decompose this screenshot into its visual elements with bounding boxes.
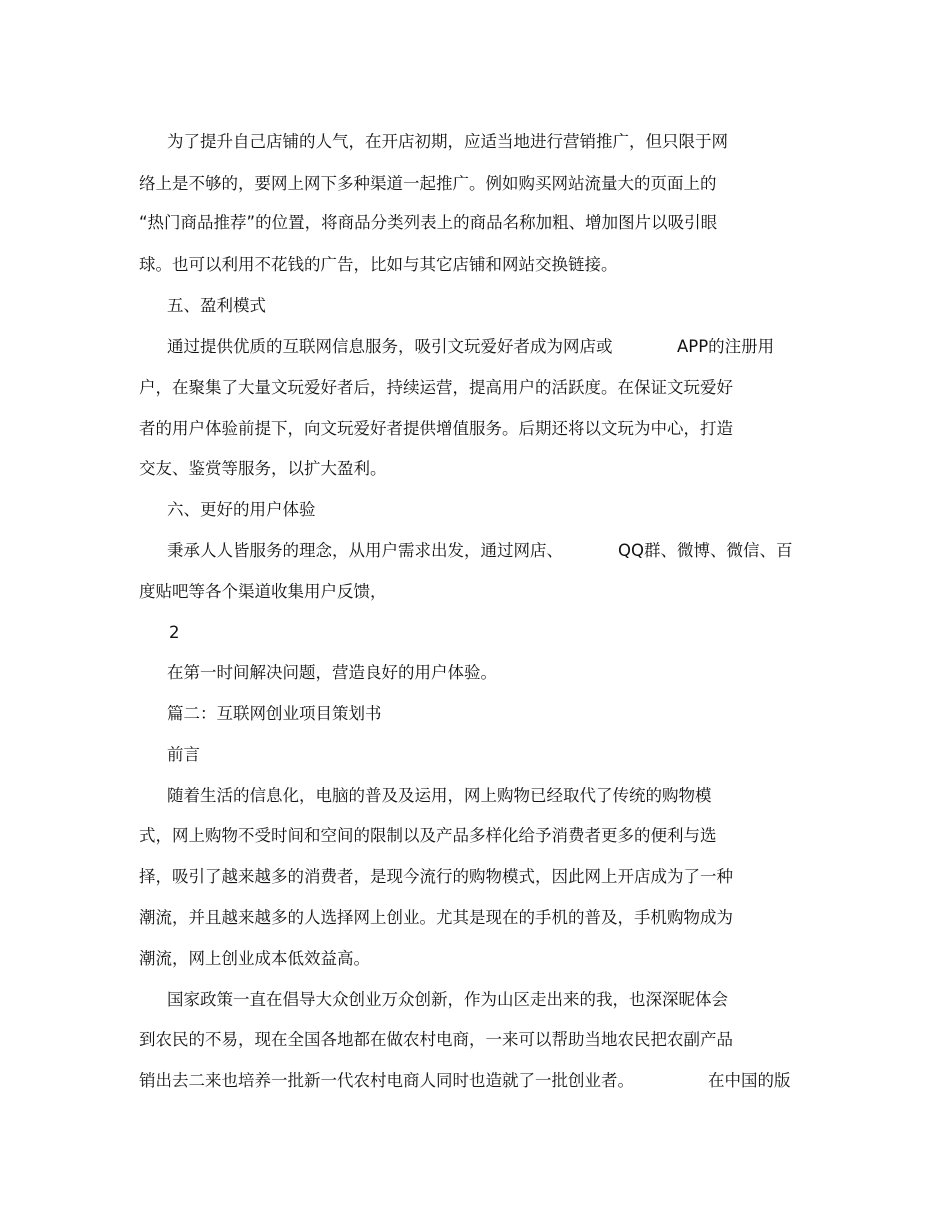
text-segment: 秉承人人皆服务的理念，从用户需求出发，通过网店、 — [167, 541, 563, 560]
section-heading — [0, 498, 950, 522]
text-segment: 五、盈利模式 — [167, 296, 266, 315]
body-line — [0, 130, 950, 154]
body-line — [0, 988, 950, 1012]
body-line — [0, 539, 950, 563]
text-segment: 度贴吧等各个渠道收集用户反馈， — [139, 582, 387, 601]
text-segment: 到农民的不易，现在全国各地都在做农村电商，一来可以帮助当地农民把农副产品 — [139, 1030, 733, 1049]
text-segment: 2 — [169, 623, 180, 642]
text-segment: 篇二：互联网创业项目策划书 — [167, 704, 382, 723]
text-segment: 前言 — [167, 745, 200, 764]
text-segment: 国家政策一直在倡导大众创业万众创新，作为山区走出来的我，也深深昵体会 — [167, 990, 728, 1009]
body-line — [0, 661, 950, 685]
text-segment: 在第一时间解决问题，营造良好的用户体验。 — [167, 663, 497, 682]
body-line — [0, 580, 950, 604]
body-line — [0, 211, 950, 235]
body-line — [0, 417, 950, 441]
body-line — [0, 906, 950, 930]
text-segment: 销出去二来也培养一批新一代农村电商人同时也造就了一批创业者。 — [139, 1071, 634, 1090]
text-segment: 户，在聚集了大量文玩爱好者后，持续运营，提高用户的活跃度。在保证文玩爱好 — [139, 378, 733, 397]
text-segment: 通过提供优质的互联网信息服务，吸引文玩爱好者成为网店或 — [167, 337, 613, 356]
text-segment: 在中国的版 — [708, 1071, 791, 1090]
text-segment: APP的注册用 — [677, 337, 775, 356]
body-line — [0, 947, 950, 971]
body-line — [0, 457, 950, 481]
page-number — [0, 621, 950, 645]
body-line — [0, 172, 950, 196]
text-segment: QQ群、微博、微信、百 — [618, 541, 793, 560]
text-segment: 为了提升自己店铺的人气，在开店初期，应适当地进行营销推广，但只限于网 — [167, 132, 728, 151]
text-segment: “热门商品推荐”的位置，将商品分类列表上的商品名称加粗、增加图片以吸引眼 — [139, 213, 718, 232]
text-segment: 者的用户体验前提下，向文玩爱好者提供增值服务。后期还将以文玩为中心，打造 — [139, 419, 733, 438]
body-line — [0, 1069, 950, 1093]
text-segment: 六、更好的用户体验 — [167, 500, 316, 519]
body-line — [0, 784, 950, 808]
text-segment: 交友、鉴赏等服务，以扩大盈利。 — [139, 459, 387, 478]
section-heading — [0, 743, 950, 767]
body-line — [0, 335, 950, 359]
section-heading — [0, 294, 950, 318]
text-segment: 式，网上购物不受时间和空间的限制以及产品多样化给予消费者更多的便利与选 — [139, 826, 717, 845]
body-line — [0, 253, 950, 277]
text-segment: 择，吸引了越来越多的消费者，是现今流行的购物模式，因此网上开店成为了一种 — [139, 867, 733, 886]
text-segment: 潮流，网上创业成本低效益高。 — [139, 949, 370, 968]
body-line — [0, 824, 950, 848]
section-heading — [0, 702, 950, 726]
body-line — [0, 865, 950, 889]
body-line — [0, 1028, 950, 1052]
text-segment: 球。也可以利用不花钱的广告，比如与其它店铺和网站交换链接。 — [139, 255, 618, 274]
text-segment: 络上是不够的，要网上网下多种渠道一起推广。例如购买网站流量大的页面上的 — [139, 174, 717, 193]
body-line — [0, 376, 950, 400]
text-segment: 潮流，并且越来越多的人选择网上创业。尤其是现在的手机的普及，手机购物成为 — [139, 908, 733, 927]
text-segment: 随着生活的信息化，电脑的普及及运用，网上购物已经取代了传统的购物模 — [167, 786, 712, 805]
